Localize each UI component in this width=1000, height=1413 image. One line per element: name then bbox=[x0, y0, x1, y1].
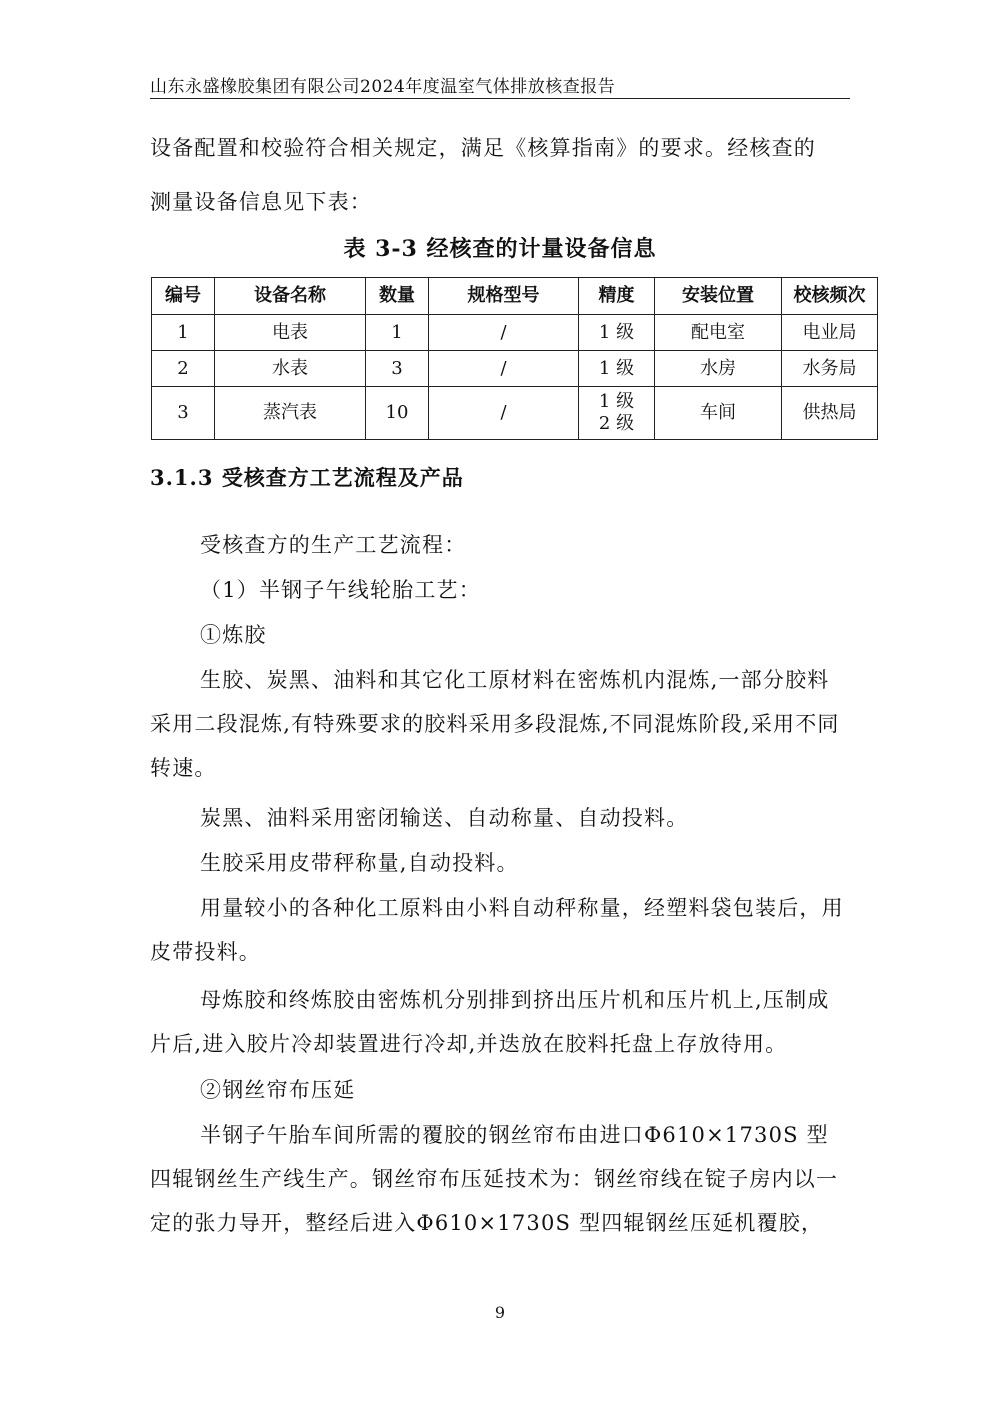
cell-qty: 3 bbox=[366, 351, 429, 387]
page-number: 9 bbox=[494, 1303, 506, 1322]
header-cell-qty: 数量 bbox=[366, 278, 429, 315]
body-paragraph: 半钢子午胎车间所需的覆胶的钢丝帘布由进口Φ610×1730S 型四辊钢丝生产线生产。钢丝帘布压延技术为：钢丝帘线在锭子房内以一定的张力导开，整经后进入Φ610×1730S 型四辊钢丝压延机覆胶， bbox=[150, 1123, 839, 1235]
cell-no: 1 bbox=[152, 315, 215, 351]
cell-spec: / bbox=[429, 351, 579, 387]
section-heading: 3.1.3 受核查方工艺流程及产品 bbox=[150, 465, 464, 490]
cell-precision: 1 级 bbox=[579, 315, 655, 351]
cell-spec: / bbox=[429, 315, 579, 351]
cell-name: 水表 bbox=[215, 351, 366, 387]
cell-precision: 1 级 bbox=[579, 351, 655, 387]
body-paragraph: 母炼胶和终炼胶由密炼机分别排到挤出压片机和压片机上,压制成片后,进入胶片冷却装置进行冷却,并迭放在胶料托盘上存放待用。 bbox=[150, 988, 830, 1056]
cell-location: 水房 bbox=[655, 351, 782, 387]
header-cell-frequency: 校核频次 bbox=[782, 278, 878, 315]
cell-location: 配电室 bbox=[655, 315, 782, 351]
header-cell-spec: 规格型号 bbox=[429, 278, 579, 315]
body-paragraph: 生胶采用皮带秤称量,自动投料。 bbox=[200, 851, 519, 875]
body-paragraph: 生胶、炭黑、油料和其它化工原材料在密炼机内混炼,一部分胶料采用二段混炼,有特殊要求的胶料采用多段混炼,不同混炼阶段,采用不同转速。 bbox=[150, 668, 840, 780]
body-paragraph: 受核查方的生产工艺流程： bbox=[200, 533, 467, 557]
cell-no: 2 bbox=[152, 351, 215, 387]
cell-frequency: 水务局 bbox=[782, 351, 878, 387]
header-rule bbox=[150, 98, 850, 99]
cell-precision bbox=[579, 387, 655, 440]
running-header: 山东永盛橡胶集团有限公司2024年度温室气体排放核查报告 bbox=[150, 77, 616, 97]
table-row bbox=[152, 315, 878, 351]
cell-location: 车间 bbox=[655, 387, 782, 440]
body-paragraph: ②钢丝帘布压延 bbox=[200, 1078, 356, 1102]
cell-name: 蒸汽表 bbox=[215, 387, 366, 440]
body-paragraph: ①炼胶 bbox=[200, 623, 267, 647]
precision-line: 1 级 bbox=[598, 391, 635, 412]
cell-name: 电表 bbox=[215, 315, 366, 351]
table-row bbox=[152, 351, 878, 387]
intro-line-1: 设备配置和校验符合相关规定，满足《核算指南》的要求。经核查的 bbox=[150, 136, 816, 160]
header-cell-name: 设备名称 bbox=[215, 278, 366, 315]
body-paragraph: 炭黑、油料采用密闭输送、自动称量、自动投料。 bbox=[200, 806, 689, 830]
cell-frequency: 电业局 bbox=[782, 315, 878, 351]
body-paragraph: （1）半钢子午线轮胎工艺： bbox=[200, 578, 481, 602]
equipment-table bbox=[151, 277, 878, 440]
table-header-row bbox=[152, 278, 878, 315]
cell-qty: 1 bbox=[366, 315, 429, 351]
header-cell-no: 编号 bbox=[152, 278, 215, 315]
header-cell-location: 安装位置 bbox=[655, 278, 782, 315]
body-paragraph: 用量较小的各种化工原料由小料自动秤称量，经塑料袋包装后，用皮带投料。 bbox=[150, 896, 844, 964]
cell-qty: 10 bbox=[366, 387, 429, 440]
cell-spec: / bbox=[429, 387, 579, 440]
header-cell-precision: 精度 bbox=[579, 278, 655, 315]
table-caption: 表 3-3 经核查的计量设备信息 bbox=[343, 236, 657, 262]
cell-no: 3 bbox=[152, 387, 215, 440]
table-row bbox=[152, 387, 878, 440]
intro-line-2: 测量设备信息见下表： bbox=[150, 190, 372, 214]
cell-frequency: 供热局 bbox=[782, 387, 878, 440]
precision-line: 2 级 bbox=[598, 413, 635, 434]
